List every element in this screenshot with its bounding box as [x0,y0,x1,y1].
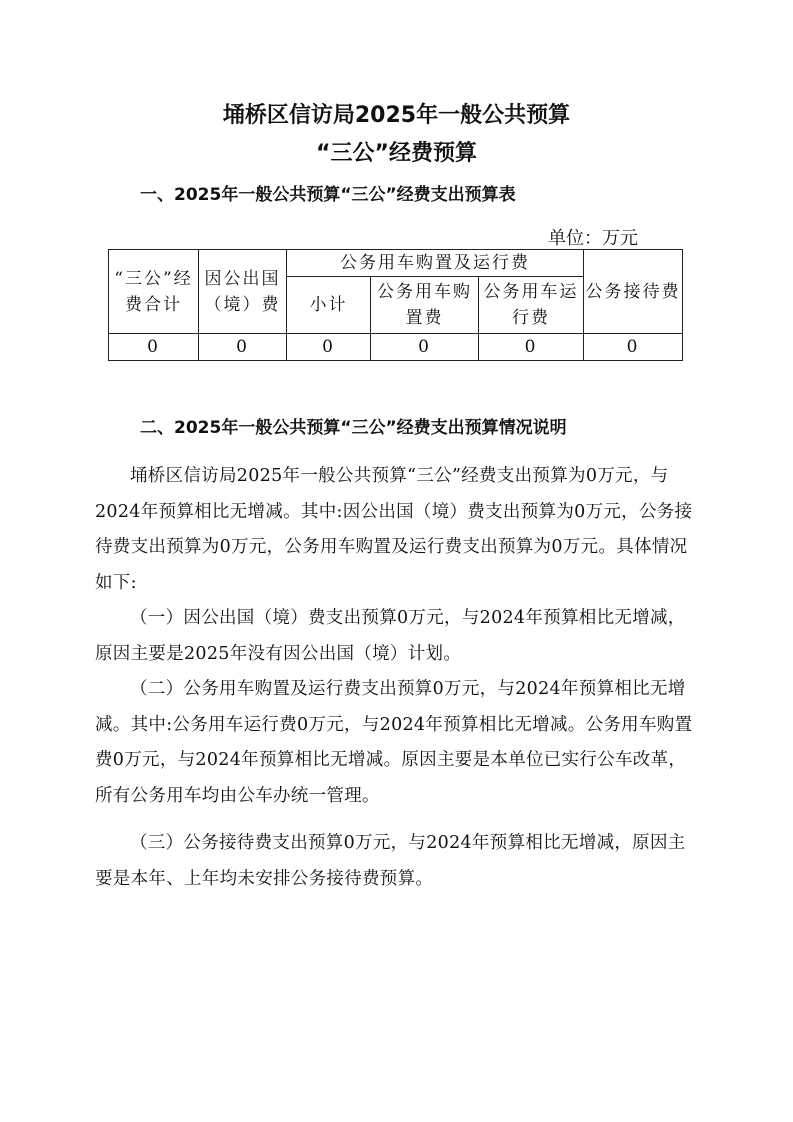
header-vehicle-group: 公务用车购置及运行费 [287,250,584,277]
value-total: 0 [109,334,199,361]
header-abroad: 因公出国（境）费 [199,250,287,334]
value-abroad: 0 [199,334,287,361]
value-subtotal: 0 [287,334,371,361]
header-operation: 公务用车运行费 [479,277,584,334]
document-title: 埇桥区信访局2025年一般公共预算 [222,103,571,128]
header-reception: 公务接待费 [584,250,683,334]
header-total: “三公”经费合计 [109,250,199,334]
value-reception: 0 [584,334,683,361]
header-purchase: 公务用车购置费 [371,277,479,334]
budget-table [108,249,683,361]
paragraph-summary: 埇桥区信访局2025年一般公共预算“三公”经费支出预算为0万元，与2024年预算相比无增减。其中:因公出国（境）费支出预算为0万元，公务接待费支出预算为0万元，公务用车购置及运行费支出预算为0万元。具体情况如下: [95,466,693,593]
table-row [109,334,683,361]
header-subtotal: 小计 [287,277,371,334]
paragraph-reception: （三）公务接待费支出预算0万元，与2024年预算相比无增减，原因主要是本年、上年均未安排公务接待费预算。 [95,833,686,889]
paragraph-vehicle: （二）公务用车购置及运行费支出预算0万元，与2024年预算相比无增减。其中:公务用车运行费0万元，与2024年预算相比无增减。公务用车购置费0万元，与2024年预算相比无增减。原因主要是本单位已实行公车改革，所有公务用车均由公车办统一管理。 [95,679,693,806]
value-operation: 0 [479,334,584,361]
section-2-heading: 二、2025年一般公共预算“三公”经费支出预算情况说明 [140,418,567,438]
section-1-heading: 一、2025年一般公共预算“三公”经费支出预算表 [140,185,516,205]
value-purchase: 0 [371,334,479,361]
document-subtitle: “三公”经费预算 [316,141,477,166]
explanation-body [95,459,695,897]
unit-label: 单位：万元 [548,228,638,249]
paragraph-abroad: （一）因公出国（境）费支出预算0万元，与2024年预算相比无增减，原因主要是2025年没有因公出国（境）计划。 [95,608,686,664]
